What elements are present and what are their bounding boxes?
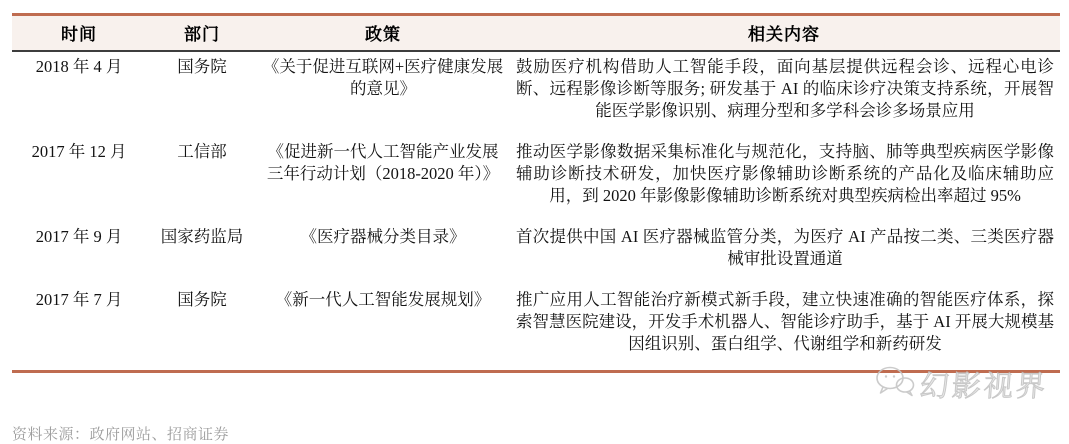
table-row — [12, 137, 1060, 222]
time-cell: 2017 年 12 月 — [31, 142, 127, 161]
policy-cell: 《促进新一代人工智能产业发展三年行动计划（2018-2020 年）》 — [266, 142, 500, 183]
content-cell: 鼓励医疗机构借助人工智能手段，面向基层提供远程会诊、远程心电诊断、远程影像诊断等服务; 研发基于 AI 的临床诊疗决策支持系统，开展智能医学影像识别、病理分型和多学科会诊多场景应用 — [516, 57, 1054, 120]
policy-table-container — [12, 13, 1060, 373]
department-cell: 工信部 — [177, 142, 227, 161]
data-source-note: 资料来源：政府网站、招商证券 — [12, 427, 230, 443]
header-department: 部门 — [146, 15, 258, 52]
header-time: 时间 — [12, 15, 146, 52]
policy-cell: 《关于促进互联网+医疗健康发展的意见》 — [262, 57, 504, 98]
header-policy: 政策 — [258, 15, 508, 52]
watermark-text: 幻影视界 — [918, 371, 1049, 403]
department-cell: 国务院 — [177, 290, 227, 309]
department-cell: 国务院 — [177, 57, 227, 76]
policy-cell: 《医疗器械分类目录》 — [300, 227, 466, 246]
time-cell: 2018 年 4 月 — [35, 57, 123, 76]
content-cell: 首次提供中国 AI 医疗器械监管分类，为医疗 AI 产品按二类、三类医疗器械审批设置通道 — [516, 227, 1054, 268]
table-header-row — [12, 15, 1060, 52]
time-cell: 2017 年 9 月 — [35, 227, 123, 246]
table-row — [12, 285, 1060, 372]
content-cell: 推广应用人工智能治疗新模式新手段，建立快速准确的智能医疗体系，探索智慧医院建设，开发手术机器人、智能诊疗助手，基于 AI 开展大规模基因组识别、蛋白组学、代谢组学和新药研发 — [516, 290, 1054, 353]
policy-cell: 《新一代人工智能发展规划》 — [275, 290, 491, 309]
department-cell: 国家药监局 — [160, 227, 244, 246]
ai-healthcare-policy-table — [12, 13, 1060, 373]
table-row — [12, 222, 1060, 285]
content-cell: 推动医学影像数据采集标准化与规范化，支持脑、肺等典型疾病医学影像辅助诊断技术研发，加快医疗影像辅助诊断系统的产品化及临床辅助应用，到 2020 年影像影像辅助诊断系统对典型疾病检出率超过 95% — [516, 142, 1054, 205]
time-cell: 2017 年 7 月 — [35, 290, 123, 309]
table-row — [12, 51, 1060, 137]
header-related-content: 相关内容 — [508, 15, 1060, 52]
